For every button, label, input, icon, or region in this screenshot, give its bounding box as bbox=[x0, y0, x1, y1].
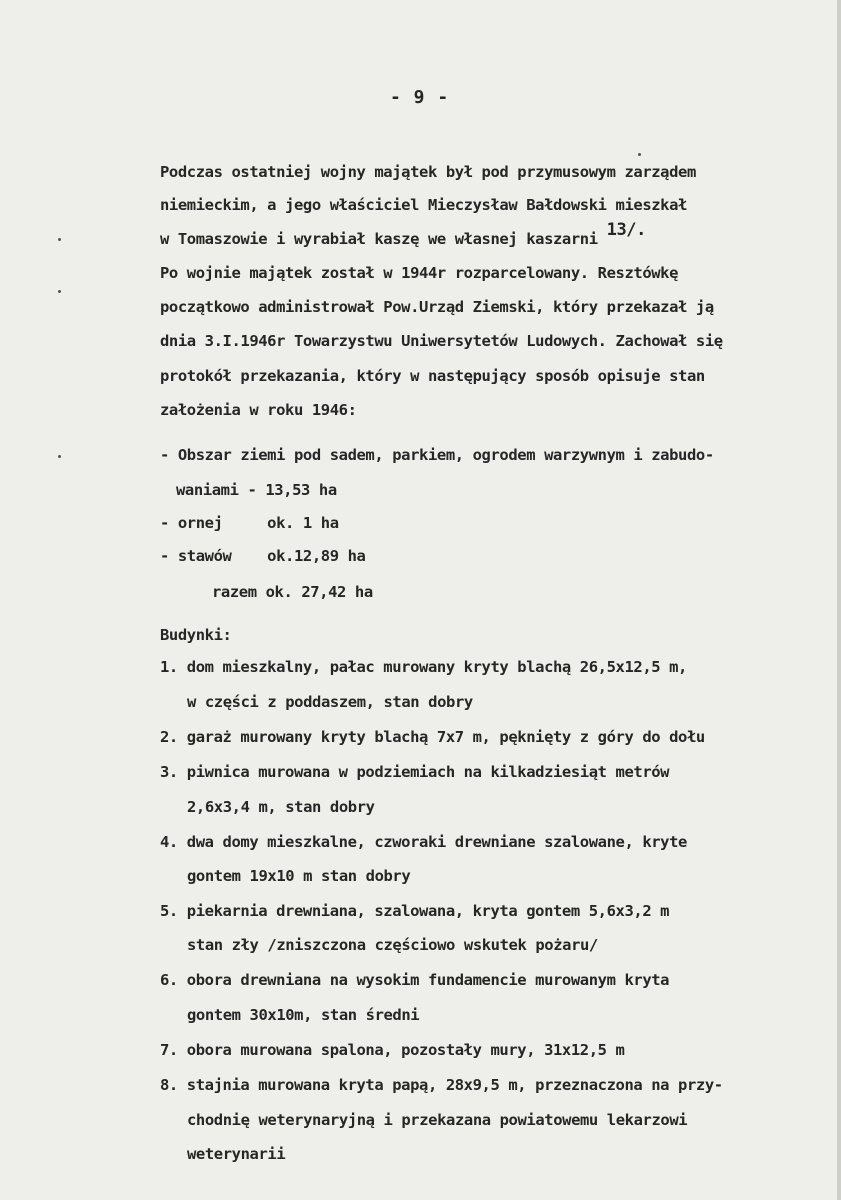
building-line-4: 4. dwa domy mieszkalne, czworaki drewniane szalowane, kryte bbox=[160, 833, 687, 851]
footnote-marker: 13/. bbox=[606, 220, 646, 240]
building-line-4b: gontem 19x10 m stan dobry bbox=[187, 867, 411, 885]
building-line-3b: 2,6x3,4 m, stan dobry bbox=[187, 798, 375, 816]
building-line-1b: w części z poddaszem, stan dobry bbox=[187, 693, 473, 711]
ink-speck bbox=[638, 153, 641, 156]
paper-edge bbox=[837, 0, 841, 1200]
intro-line-8: założenia w roku 1946: bbox=[160, 401, 357, 419]
building-line-5: 5. piekarnia drewniana, szalowana, kryta gontem 5,6x3,2 m bbox=[160, 902, 670, 920]
intro-line-3-text: w Tomaszowie i wyrabiał kaszę we własnej kaszarni bbox=[160, 230, 598, 248]
building-line-6b: gontem 30x10m, stan średni bbox=[187, 1006, 420, 1024]
intro-line-7: protokół przekazania, który w następujący sposób opisuje stan bbox=[160, 367, 705, 385]
area-line-total: razem ok. 27,42 ha bbox=[212, 583, 373, 601]
building-line-8: 8. stajnia murowana kryta papą, 28x9,5 m, przeznaczona na przy- bbox=[160, 1076, 723, 1094]
area-line-ponds: - stawów ok.12,89 ha bbox=[160, 547, 366, 565]
building-line-2: 2. garaż murowany kryty blachą 7x7 m, pęknięty z góry do dołu bbox=[160, 728, 705, 746]
intro-line-1: Podczas ostatniej wojny majątek był pod przymusowym zarządem bbox=[160, 163, 696, 181]
building-line-7: 7. obora murowana spalona, pozostały mury, 31x12,5 m bbox=[160, 1041, 625, 1059]
page-number: - 9 - bbox=[390, 87, 450, 108]
intro-line-2: niemieckim, a jego właściciel Mieczysław Bałdowski mieszkał bbox=[160, 196, 687, 214]
buildings-heading: Budynki: bbox=[160, 626, 232, 644]
area-line-2: waniami - 13,53 ha bbox=[176, 481, 337, 499]
intro-line-4: Po wojnie majątek został w 1944r rozparcelowany. Resztówkę bbox=[160, 264, 679, 282]
intro-line-3 bbox=[160, 220, 646, 249]
area-line-arable: - ornej ok. 1 ha bbox=[160, 514, 339, 532]
building-line-5b: stan zły /zniszczona częściowo wskutek pożaru/ bbox=[187, 936, 598, 954]
building-line-8c: weterynarii bbox=[187, 1145, 286, 1163]
punch-dot bbox=[58, 455, 61, 458]
area-line-1: - Obszar ziemi pod sadem, parkiem, ogrodem warzywnym i zabudo- bbox=[160, 446, 714, 464]
intro-line-5: początkowo administrował Pow.Urząd Ziemski, który przekazał ją bbox=[160, 298, 714, 316]
building-line-8b: chodnię weterynaryjną i przekazana powiatowemu lekarzowi bbox=[187, 1111, 688, 1129]
building-line-3: 3. piwnica murowana w podziemiach na kilkadziesiąt metrów bbox=[160, 763, 670, 781]
building-line-1: 1. dom mieszkalny, pałac murowany kryty blachą 26,5x12,5 m, bbox=[160, 658, 687, 676]
punch-dot bbox=[58, 290, 61, 293]
intro-line-6: dnia 3.I.1946r Towarzystwu Uniwersytetów Ludowych. Zachował się bbox=[160, 332, 723, 350]
punch-dot bbox=[58, 238, 61, 241]
building-line-6: 6. obora drewniana na wysokim fundamencie murowanym kryta bbox=[160, 971, 670, 989]
